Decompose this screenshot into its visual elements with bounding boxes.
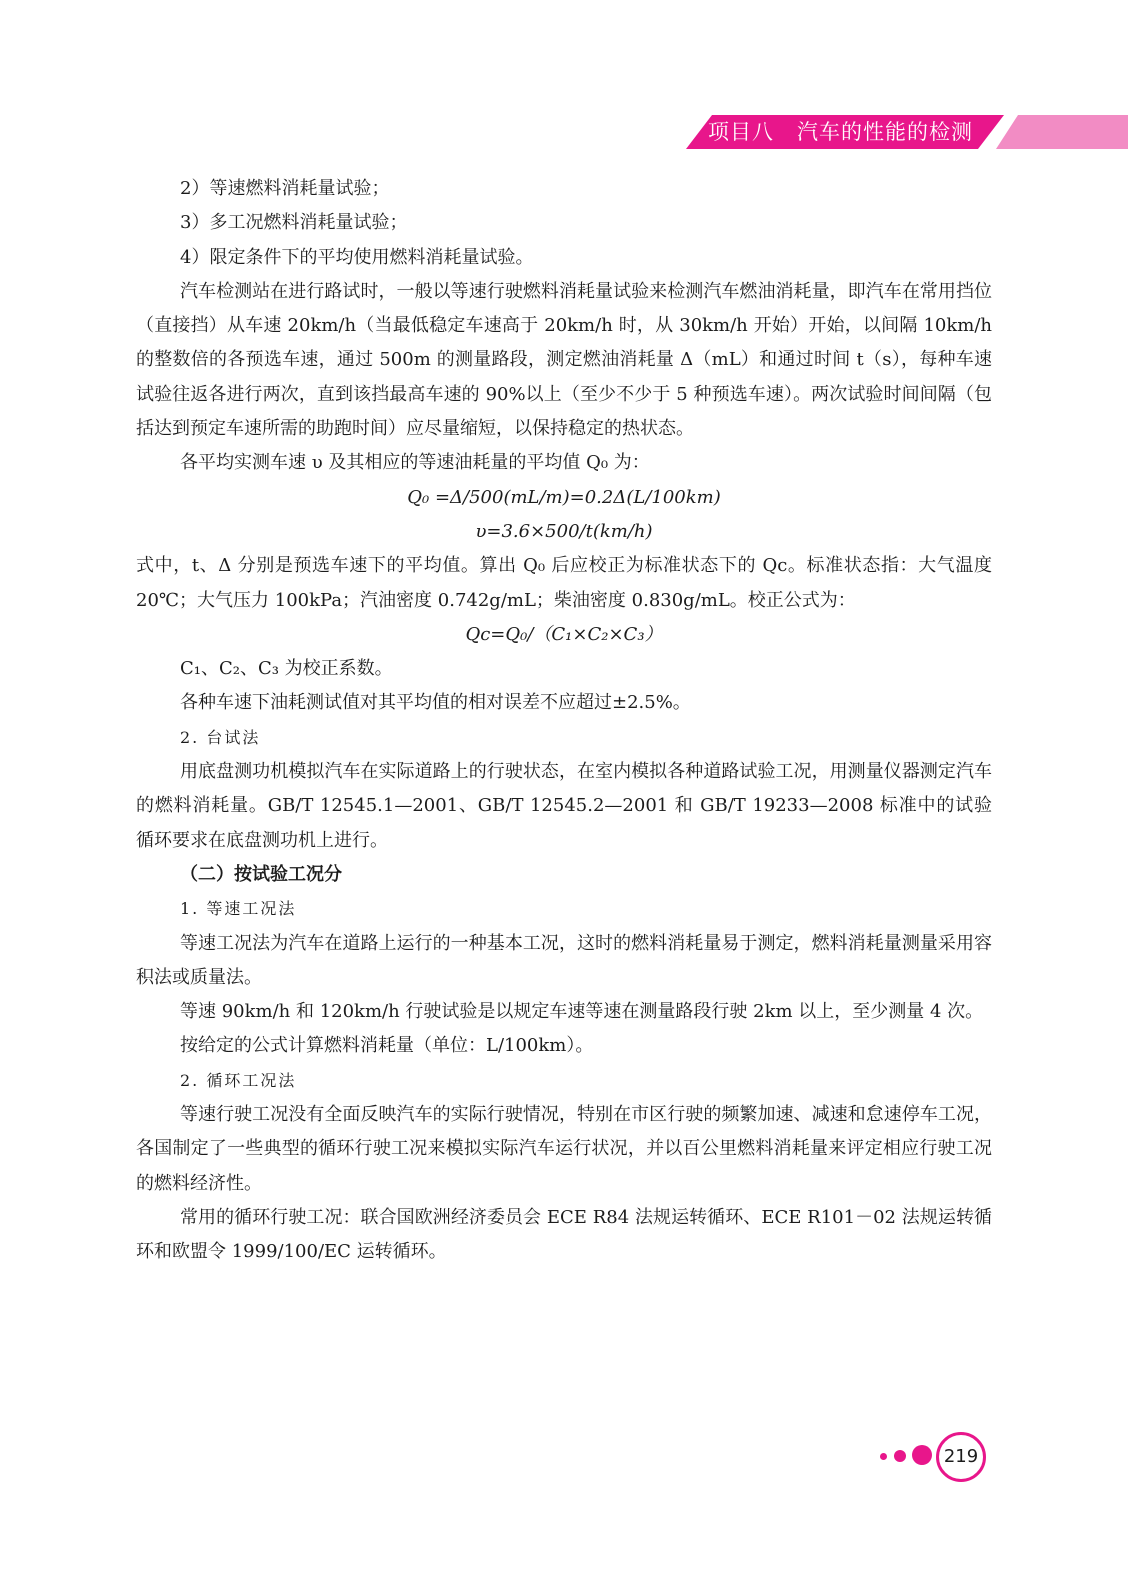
list-item: 4）限定条件下的平均使用燃料消耗量试验。 xyxy=(180,246,534,268)
section-heading: （二）按试验工况分 xyxy=(180,863,342,885)
list-item: 3）多工况燃料消耗量试验； xyxy=(180,212,408,234)
subsection-heading: 2. 循环工况法 xyxy=(180,1070,297,1090)
paragraph: 式中，t、Δ 分别是预选车速下的平均值。算出 Q₀ 后应校正为标准状态下的 Qc。标准状态指：大气温度 20℃；大气压力 100kPa；汽油密度 0.742g/mL；柴油密度 0.830g/mL。校正公式为： xyxy=(136,555,992,611)
paragraph: 用底盘测功机模拟汽车在实际道路上的行驶状态，在室内模拟各种道路试验工况，用测量仪器测定汽车的燃料消耗量。GB/T 12545.1—2001、GB/T 12545.2—2001 和 GB/T 19233—2008 标准中的试验循环要求在底盘测功机上进行。 xyxy=(136,761,992,851)
paragraph: 各种车速下油耗测试值对其平均值的相对误差不应超过±2.5%。 xyxy=(180,692,691,714)
paragraph: 等速 90km/h 和 120km/h 行驶试验是以规定车速等速在测量路段行驶 2km 以上，至少测量 4 次。 xyxy=(180,1001,984,1023)
page-number: 219 xyxy=(936,1432,986,1482)
formula: υ=3.6×500/t(km/h) xyxy=(475,520,653,542)
paragraph: 常用的循环行驶工况：联合国欧洲经济委员会 ECE R84 法规运转循环、ECE R101－02 法规运转循环和欧盟令 1999/100/EC 运转循环。 xyxy=(136,1206,992,1263)
page-number-badge xyxy=(870,1432,1000,1482)
chapter-header-title: 项目八 汽车的性能的检测 xyxy=(708,120,974,144)
decorative-dot-icon xyxy=(912,1445,932,1465)
paragraph: 按给定的公式计算燃料消耗量（单位：L/100km）。 xyxy=(180,1035,594,1057)
header-decoration xyxy=(996,115,1128,149)
decorative-dot-icon xyxy=(894,1450,906,1462)
list-item: 2）等速燃料消耗量试验； xyxy=(180,178,390,199)
formula: Q₀ =Δ/500(mL/m)=0.2Δ(L/100km) xyxy=(407,486,721,508)
paragraph: 等速工况法为汽车在道路上运行的一种基本工况，这时的燃料消耗量易于测定，燃料消耗量测量采用容积法或质量法。 xyxy=(136,932,992,988)
paragraph: 等速行驶工况没有全面反映汽车的实际行驶情况，特别在市区行驶的频繁加速、减速和怠速停车工况，各国制定了一些典型的循环行驶工况来模拟实际汽车运行状况，并以百公里燃料消耗量来评定相应行驶工况的燃料经济性。 xyxy=(136,1104,992,1194)
paragraph: 各平均实测车速 υ 及其相应的等速油耗量的平均值 Q₀ 为： xyxy=(180,452,650,474)
formula: Qc=Q₀/（C₁×C₂×C₃） xyxy=(465,623,663,645)
page-body xyxy=(136,172,992,1270)
paragraph: 汽车检测站在进行路试时，一般以等速行驶燃料消耗量试验来检测汽车燃油消耗量，即汽车在常用挡位（直接挡）从车速 20km/h（当最低稳定车速高于 20km/h 时，从 30km/h 开始）开始，以间隔 10km/h 的整数倍的各预选车速，通过 500m 的测量路段，测定燃油消耗量 Δ（mL）和通过时间 t（s），每种车速试验往返各进行两次，直到该挡最高车速的 90%以上（至少不少于 5 种预选车速）。两次试验时间间隔（包括达到预定车速所需的助跑时间）应尽量缩短，以保持稳定的热状态。 xyxy=(136,280,992,440)
paragraph: C₁、C₂、C₃ 为校正系数。 xyxy=(180,658,393,680)
subsection-heading: 1. 等速工况法 xyxy=(180,899,297,919)
decorative-dot-icon xyxy=(880,1453,887,1460)
subsection-heading: 2. 台试法 xyxy=(180,727,261,747)
